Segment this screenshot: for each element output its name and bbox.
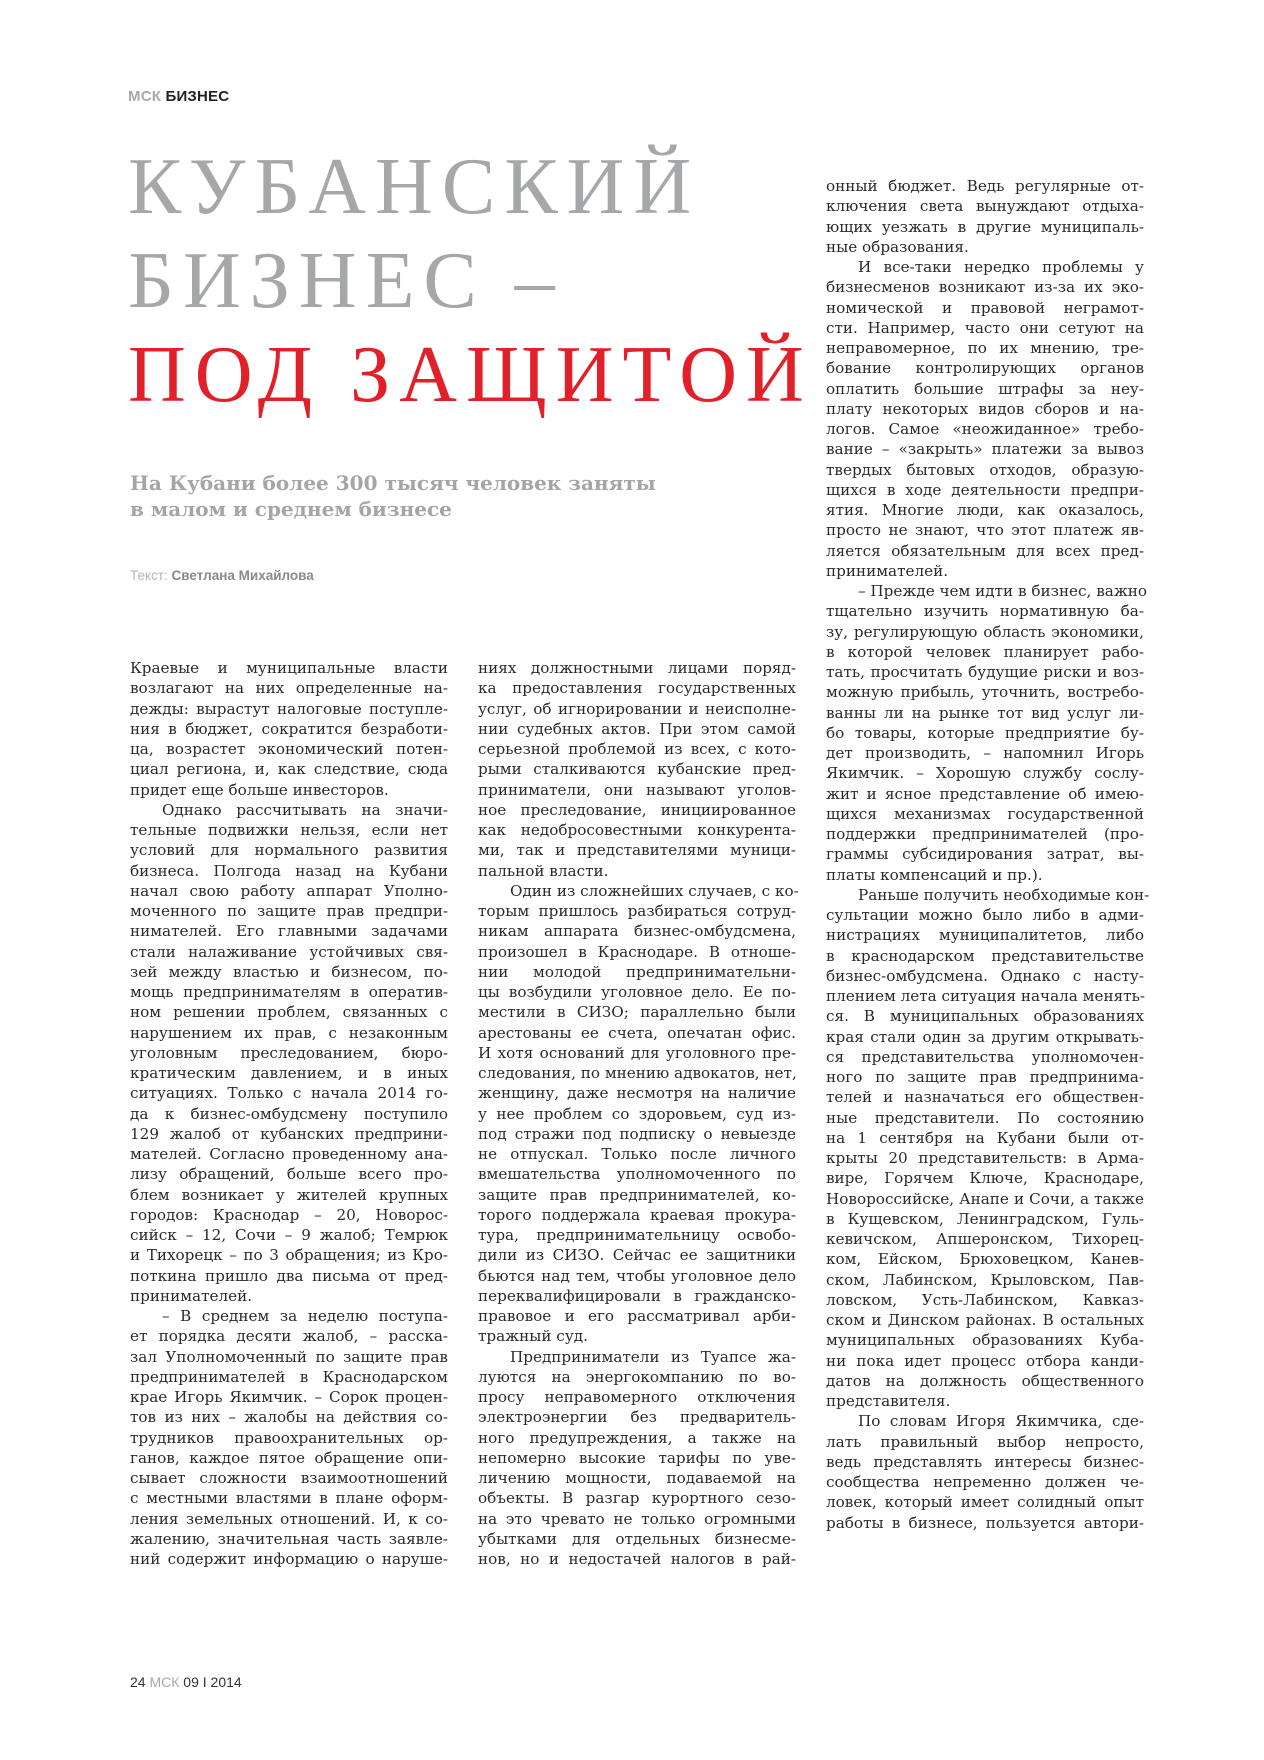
byline-label: Текст:	[130, 568, 168, 583]
text-line: не отпускал. Только после личного	[478, 1145, 796, 1163]
title-line-1: КУБАНСКИЙ	[128, 143, 701, 231]
footer-issue: 09	[183, 1674, 199, 1690]
text-line: серьезной проблемой из всех, с кото-	[478, 740, 796, 758]
text-line: По словам Игоря Якимчика, сде-	[858, 1412, 1144, 1431]
text-line: городов: Краснодар – 20, Новорос-	[130, 1205, 448, 1224]
page-footer	[130, 1674, 242, 1690]
text-line: щихся в ходе деятельности предпри-	[826, 480, 1144, 499]
text-line: можную прибыль, уточнить, востребо-	[826, 683, 1144, 702]
text-line: мателей. Согласно проведенному ана-	[130, 1145, 448, 1163]
text-line: пальной власти.	[478, 861, 609, 880]
text-line: зал Уполномоченный по защите прав	[130, 1347, 448, 1366]
text-line: поддержки предпринимателей (про-	[826, 825, 1144, 843]
text-line: просу неправомерного отключения	[478, 1388, 796, 1406]
text-line: Предприниматели из Туапсе жа-	[510, 1347, 796, 1366]
text-line: муниципальных образованиях Куба-	[826, 1331, 1144, 1350]
text-line: луются на энергокомпанию по во-	[478, 1367, 796, 1386]
text-line: произошел в Краснодаре. В отноше-	[478, 942, 796, 961]
text-line: кратическим давлением, и в иных	[130, 1064, 448, 1082]
text-line: работы в бизнесе, пользуется автори-	[826, 1513, 1144, 1532]
article-title	[128, 140, 813, 422]
text-line: приниматели, они называют уголов-	[478, 780, 796, 799]
text-line: твердых бытовых отходов, образую-	[826, 460, 1144, 479]
section-name: БИЗНЕС	[165, 88, 230, 105]
text-line: рыми сталкиваются кубанские пред-	[478, 760, 796, 779]
text-line: торым пришлось разбираться сотруд-	[478, 902, 796, 920]
text-line: ные представители. По состоянию	[826, 1108, 1144, 1127]
text-line: цы возбудили уголовное дело. Ее по-	[478, 983, 796, 1001]
text-line: ниях должностными лицами поряд-	[478, 659, 796, 677]
text-line: условий для нормального развития	[130, 841, 448, 860]
text-column-1	[130, 658, 448, 1569]
text-line: мощь предпринимателям в оператив-	[130, 983, 448, 1001]
title-line-3: ПОД ЗАЩИТОЙ	[128, 331, 813, 419]
text-line: ми, так и представителями муници-	[478, 841, 796, 860]
text-line: жит и ясное представление об имею-	[826, 784, 1144, 803]
text-line: сти. Например, часто они сетуют на	[826, 318, 1144, 337]
text-line: тов из них – жалобы на действия со-	[130, 1408, 448, 1427]
text-line: – Прежде чем идти в бизнес, важно	[858, 582, 1148, 600]
text-line: представителя.	[826, 1392, 951, 1410]
text-line: на 1 сентября на Кубани были от-	[826, 1128, 1144, 1147]
text-line: Якимчик. – Хорошую службу сослу-	[826, 764, 1144, 783]
text-line: бизнес-омбудсмена. Однако с насту-	[826, 966, 1144, 985]
text-line: телей и назначаться его обществен-	[826, 1088, 1144, 1107]
text-line: моченного по защите прав предпри-	[130, 902, 448, 920]
text-line: ловском, Усть-Лабинском, Кавказ-	[826, 1290, 1144, 1309]
text-line: нистрациях муниципалитетов, либо	[826, 926, 1144, 945]
text-line: ет порядка десяти жалоб, – расска-	[130, 1327, 448, 1346]
text-line: бьются над тем, чтобы уголовное дело	[478, 1266, 796, 1285]
section-label	[128, 88, 229, 105]
text-line: крыты 20 представительств: в Арма-	[826, 1149, 1144, 1167]
text-line: электроэнергии без предваритель-	[478, 1408, 796, 1427]
text-line: нии судебных актов. При этом самой	[478, 719, 796, 738]
text-line: стали налаживание устойчивых свя-	[130, 942, 448, 961]
text-line: ся. В муниципальных образованиях	[826, 1007, 1144, 1026]
text-line: плату некоторых видов сборов и на-	[826, 399, 1144, 418]
text-line: нии молодой предпринимательни-	[478, 962, 796, 981]
text-line: ном решении проблем, связанных с	[130, 1003, 448, 1022]
text-line: да к бизнес-омбудсмену поступило	[130, 1104, 448, 1123]
footer-year: 2014	[210, 1674, 242, 1690]
text-line: ные образования.	[826, 237, 969, 256]
text-line: И все-таки нередко проблемы у	[858, 258, 1144, 276]
text-line: Однако рассчитывать на значи-	[162, 800, 448, 819]
subtitle-line-2: в малом и среднем бизнесе	[130, 497, 452, 521]
text-line: ганов, каждое пятое обращение опи-	[130, 1448, 448, 1467]
text-line: плением лета ситуация начала менять-	[826, 987, 1145, 1005]
text-line: женщину, даже несмотря на наличие	[478, 1084, 796, 1103]
text-line: ляется обязательным для всех пред-	[826, 541, 1144, 560]
text-column-3	[826, 176, 1150, 1533]
text-line: ния в бюджет, сократится безработи-	[130, 719, 448, 738]
text-line: ний содержит информацию о наруше-	[130, 1550, 448, 1568]
text-line: защите прав предпринимателей, ко-	[478, 1185, 796, 1204]
text-line: оплатить большие штрафы за неу-	[826, 379, 1144, 398]
text-line: ного предупреждения, а также на	[478, 1428, 796, 1447]
text-line: начал свою работу аппарат Уполно-	[130, 881, 448, 900]
text-line: ления земельных отношений. И, к со-	[130, 1509, 448, 1528]
text-line: никам аппарата бизнес-омбудсмена,	[478, 922, 796, 941]
text-line: принимателей.	[130, 1286, 253, 1305]
text-line: в краснодарском представительстве	[826, 946, 1144, 965]
page-number: 24	[130, 1674, 146, 1690]
text-line: Один из сложнейших случаев, с ко-	[510, 881, 799, 900]
text-line: бо товары, которые предприятие бу-	[826, 723, 1144, 742]
text-column-2	[478, 658, 799, 1569]
text-line: нимателей. Его главными задачами	[130, 922, 448, 941]
footer-separator: I	[202, 1674, 207, 1690]
text-line: тельные подвижки нельзя, если нет	[130, 821, 448, 839]
text-line: логов. Самое «неожиданное» требо-	[826, 420, 1144, 438]
footer-magazine: МСК	[149, 1674, 180, 1690]
text-line: платы компенсаций и пр.).	[826, 865, 1043, 884]
text-line: дет производить, – напомнил Игорь	[826, 744, 1144, 762]
text-line: ведь представлять интересы бизнес-	[826, 1452, 1144, 1471]
text-line: ситуациях. Только с начала 2014 го-	[130, 1084, 448, 1103]
byline	[130, 568, 314, 583]
text-line: неправомерное, по их мнению, тре-	[826, 339, 1144, 357]
text-line: нов, но и недостачей налогов в рай-	[478, 1550, 796, 1568]
text-line: Раньше получить необходимые кон-	[858, 885, 1150, 904]
text-line: датов на должность общественного	[826, 1371, 1144, 1390]
text-line: в которой человек планирует рабо-	[826, 642, 1144, 661]
byline-author: Светлана Михайлова	[171, 568, 314, 583]
text-line: переквалифицировали в гражданско-	[478, 1286, 796, 1305]
text-line: вание – «закрыть» платежи за вывоз	[826, 440, 1144, 459]
text-line: вире, Горячем Ключе, Краснодаре,	[826, 1169, 1144, 1188]
text-line: как недобросовестными конкурента-	[478, 821, 796, 839]
text-line: ятия. Многие люди, как оказалось,	[826, 501, 1144, 519]
text-line: сийск – 12, Сочи – 9 жалоб; Темрюк	[130, 1226, 448, 1244]
text-line: сывает сложности взаимоотношений	[130, 1469, 448, 1487]
text-line: ющих уезжать в другие муниципаль-	[826, 217, 1144, 236]
text-line: тражный суд.	[478, 1327, 588, 1346]
text-line: ного по защите прав предпринима-	[826, 1068, 1144, 1086]
text-line: нарушением их прав, с незаконным	[130, 1023, 448, 1042]
text-line: зу, регулирующую область экономики,	[826, 622, 1144, 641]
text-line: Краевые и муниципальные власти	[130, 659, 448, 677]
text-line: ца, возрастет экономический потен-	[130, 740, 448, 758]
text-line: объекты. В разгар курортного сезо-	[478, 1489, 796, 1508]
text-line: И хотя оснований для уголовного пре-	[478, 1043, 796, 1062]
text-line: ском и Динском районах. В остальных	[826, 1311, 1144, 1329]
text-line: блем возникает у жителей крупных	[130, 1185, 448, 1204]
text-line: циал региона, и, как следствие, сюда	[130, 760, 448, 779]
article-subtitle	[130, 470, 690, 522]
text-line: лизу обращений, больше всего про-	[130, 1165, 448, 1184]
text-line: граммы субсидирования затрат, вы-	[826, 845, 1144, 864]
text-line: правовое и его рассматривал арби-	[478, 1307, 796, 1325]
text-line: края стали один за другим открывать-	[826, 1027, 1144, 1046]
text-line: онный бюджет. Ведь регулярные от-	[826, 177, 1144, 195]
text-line: на это чревато не только огромными	[478, 1509, 796, 1528]
text-line: бизнесменов возникают из-за их эко-	[826, 278, 1144, 297]
text-line: – В среднем за неделю поступа-	[162, 1307, 448, 1325]
text-line: просто не знают, что этот платеж яв-	[826, 521, 1144, 540]
text-line: ком, Ейском, Брюховецком, Канев-	[826, 1250, 1144, 1269]
text-line: кевичском, Апшеронском, Тихорец-	[826, 1230, 1144, 1248]
text-line: у нее проблем со здоровьем, суд из-	[478, 1104, 796, 1123]
text-line: местили в СИЗО; параллельно были	[478, 1003, 796, 1022]
text-line: ся представительства уполномочен-	[826, 1047, 1144, 1066]
text-line: бование контролирующих органов	[826, 359, 1144, 378]
text-line: щихся механизмах государственной	[826, 804, 1144, 823]
text-line: торого поддержала краевая прокура-	[478, 1205, 796, 1224]
text-line: принимателей.	[826, 561, 949, 580]
text-line: предпринимателей в Краснодарском	[130, 1367, 448, 1386]
text-line: зей между властью и бизнесом, по-	[130, 962, 448, 981]
text-line: дили из СИЗО. Сейчас ее защитники	[478, 1246, 796, 1265]
text-line: 129 жалоб от кубанских предприни-	[130, 1124, 448, 1143]
text-line: убытками для отдельных бизнесме-	[478, 1529, 796, 1548]
text-line: ключения света вынуждают отдыха-	[826, 197, 1144, 216]
text-line: арестованы ее счета, опечатан офис.	[478, 1023, 796, 1042]
text-line: трудников правоохранительных ор-	[130, 1428, 448, 1447]
text-line: ванны ли на рынке тот вид услуг ли-	[826, 703, 1144, 722]
text-line: ловек, который имеет солидный опыт	[826, 1493, 1144, 1512]
text-line: дежды: вырастут налоговые поступле-	[130, 699, 448, 718]
text-line: и Тихорецк – по 3 обращения; из Кро-	[130, 1246, 448, 1265]
text-line: бизнеса. Полгода назад на Кубани	[130, 861, 448, 880]
magazine-name: МСК	[128, 88, 162, 105]
subtitle-line-1: На Кубани более 300 тысяч человек заняты	[130, 471, 656, 495]
text-line: вмешательства уполномоченного по	[478, 1165, 796, 1184]
text-line: сообщества непременно должен че-	[826, 1473, 1144, 1491]
text-line: уголовным преследованием, бюро-	[130, 1043, 448, 1062]
text-line: ском, Лабинском, Крыловском, Пав-	[826, 1270, 1144, 1289]
text-line: с местными властями в плане оформ-	[130, 1489, 448, 1508]
text-line: жалению, значительная часть заявле-	[130, 1529, 448, 1548]
text-line: ка предоставления государственных	[478, 679, 796, 698]
text-line: возлагают на них определенные на-	[130, 679, 448, 698]
text-line: тать, просчитать будущие риски и воз-	[826, 663, 1144, 681]
text-line: ни пока идет процесс отбора канди-	[826, 1351, 1144, 1370]
text-line: придет еще больше инвесторов.	[130, 780, 389, 799]
text-line: ное преследование, инициированное	[478, 800, 796, 819]
text-line: услуг, об игнорировании и неисполне-	[478, 699, 796, 718]
text-line: непомерно высокие тарифы по уве-	[478, 1448, 796, 1467]
text-line: поткина пришло два письма от пред-	[130, 1266, 448, 1285]
text-line: под стражи под подписку о невыезде	[478, 1124, 796, 1143]
text-line: крае Игорь Якимчик. – Сорок процен-	[130, 1388, 448, 1406]
text-line: сультации можно было либо в адми-	[826, 906, 1144, 924]
text-line: тщательно изучить нормативную ба-	[826, 602, 1144, 621]
text-line: Новороссийске, Анапе и Сочи, а также	[826, 1189, 1144, 1208]
text-line: тура, предпринимательницу освобо-	[478, 1226, 796, 1244]
title-line-2: БИЗНЕС –	[128, 237, 564, 325]
text-line: номической и правовой неграмот-	[826, 298, 1144, 317]
text-line: в Кущевском, Ленинградском, Гуль-	[826, 1209, 1144, 1228]
text-line: личению мощности, подаваемой на	[478, 1469, 796, 1487]
text-line: следования, по мнению адвокатов, нет,	[478, 1064, 797, 1082]
text-line: лать правильный выбор непросто,	[826, 1432, 1144, 1451]
